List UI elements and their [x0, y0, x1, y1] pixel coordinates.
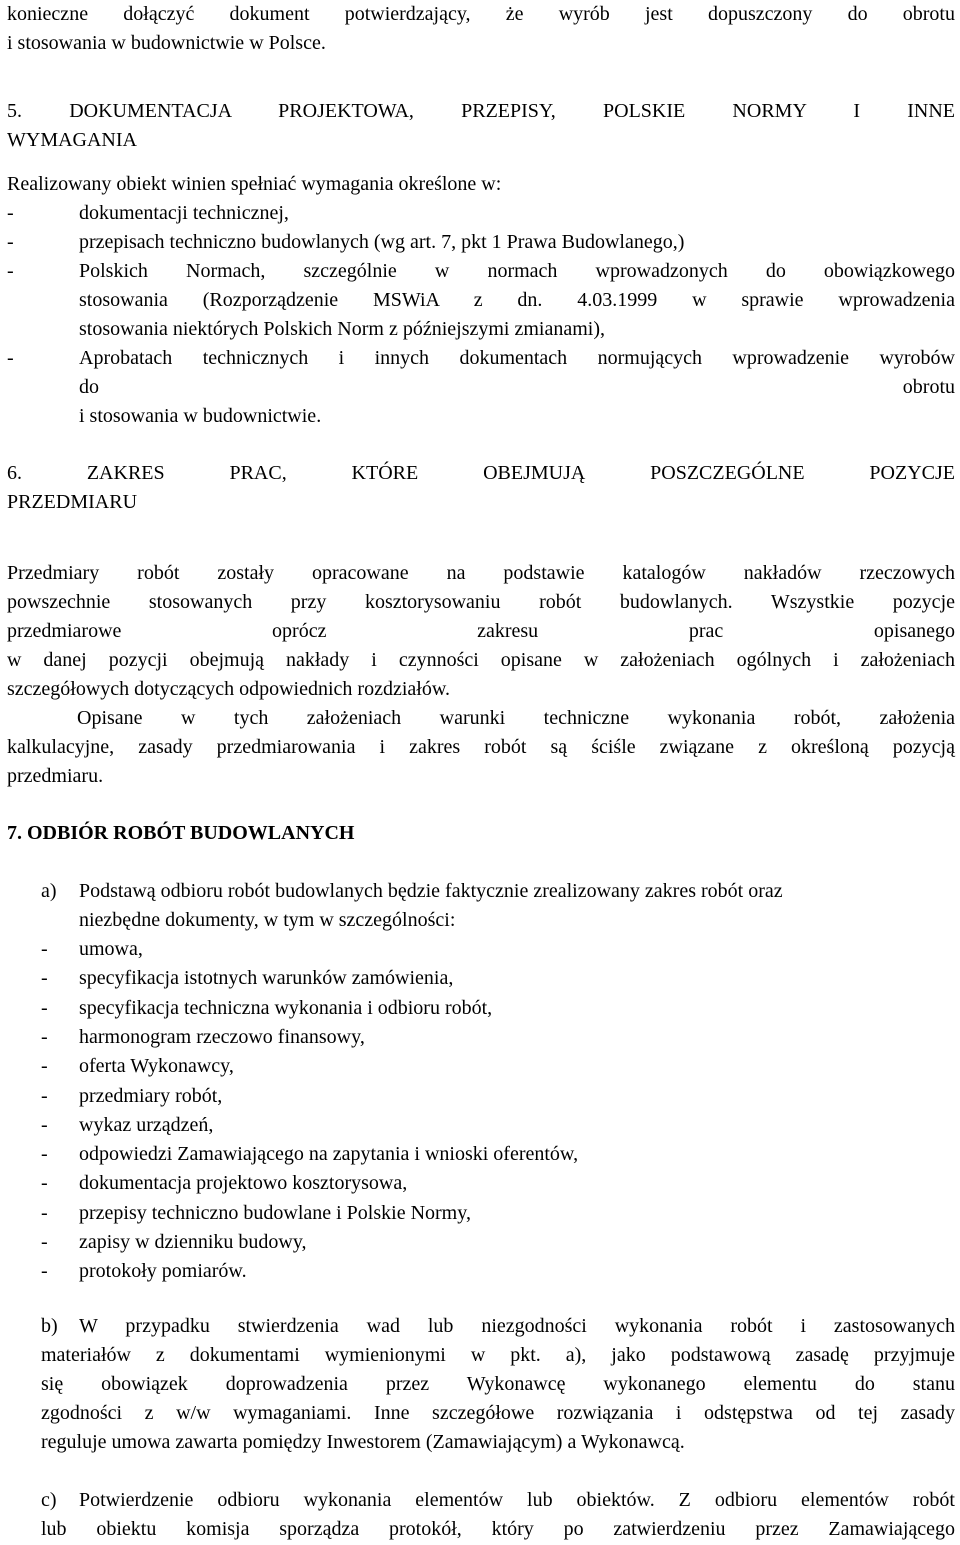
- paragraph-line: kalkulacyjne, zasady przedmiarowania i zakres robót są ściśle związane z określoną pozycją: [7, 736, 955, 758]
- list-dash: -: [41, 1055, 48, 1077]
- list-item-text-cont: i stosowania w budownictwie.: [79, 405, 322, 427]
- list-item-text: odpowiedzi Zamawiającego na zapytania i wnioski oferentów,: [79, 1143, 579, 1165]
- list-item: [41, 1082, 955, 1111]
- list-item: [7, 257, 955, 286]
- paragraph-line: Przedmiary robót zostały opracowane na podstawie katalogów nakładów rzeczowych: [7, 562, 955, 584]
- list-item: [41, 935, 955, 964]
- section-5-heading: 5. DOKUMENTACJA PROJEKTOWA, PRZEPISY, POLSKIE NORMY I INNE: [7, 100, 955, 122]
- list-item: [41, 994, 955, 1023]
- list-item: [41, 1257, 955, 1286]
- list-item-text: przepisy techniczno budowlane i Polskie Normy,: [79, 1202, 471, 1224]
- list-item-text: przepisach techniczno budowlanych (wg art. 7, pkt 1 Prawa Budowlanego,): [79, 231, 685, 253]
- list-item-text: Aprobatach technicznych i innych dokumentach normujących wprowadzenie wyrobów: [79, 347, 955, 369]
- list-item: [41, 1140, 955, 1169]
- list-dash: -: [41, 1231, 48, 1253]
- list-dash: -: [7, 347, 14, 369]
- list-dash: -: [41, 1202, 48, 1224]
- list-item-text-cont: stosowania niektórych Polskich Norm z późniejszymi zmianami),: [79, 318, 605, 340]
- list-dash: -: [41, 1172, 48, 1194]
- list-item-text: zapisy w dzienniku budowy,: [79, 1231, 307, 1253]
- item-b-text: W przypadku stwierdzenia wad lub niezgodności wykonania robót i zastosowanych: [79, 1315, 955, 1337]
- section-6-heading: 6. ZAKRES PRAC, KTÓRE OBEJMUJĄ POSZCZEGÓLNE POZYCJE: [7, 462, 955, 484]
- list-item-text: specyfikacja istotnych warunków zamówienia,: [79, 967, 454, 989]
- list-dash: -: [41, 1026, 48, 1048]
- list-item-text: protokoły pomiarów.: [79, 1260, 247, 1282]
- section-6-heading-cont: PRZEDMIARU: [7, 491, 138, 513]
- list-item-text: dokumentacji technicznej,: [79, 202, 289, 224]
- list-item-text: Polskich Normach, szczególnie w normach wprowadzonych do obowiązkowego: [79, 260, 955, 282]
- list-item-text-cont: stosowania (Rozporządzenie MSWiA z dn. 4.03.1999 w sprawie wprowadzenia: [79, 289, 955, 311]
- item-c-text: Potwierdzenie odbioru wykonania elementów lub obiektów. Z odbioru elementów robót: [79, 1489, 955, 1511]
- item-a-text-cont: niezbędne dokumenty, w tym w szczególności:: [79, 909, 456, 931]
- list-item: [41, 1052, 955, 1081]
- paragraph-line: powszechnie stosowanych przy kosztorysowaniu robót budowlanych. Wszystkie pozycje: [7, 591, 955, 613]
- list-dash: -: [7, 231, 14, 253]
- list-dash: -: [41, 1085, 48, 1107]
- section-5-heading-cont: WYMAGANIA: [7, 129, 137, 151]
- list-item-text: specyfikacja techniczna wykonania i odbioru robót,: [79, 997, 493, 1019]
- list-item: [41, 1111, 955, 1140]
- list-item-text-cont: do obrotu: [79, 376, 955, 398]
- item-a-text: Podstawą odbioru robót budowlanych będzie faktycznie zrealizowany zakres robót oraz: [79, 880, 783, 902]
- paragraph-line: przedmiarowe oprócz zakresu prac opisanego: [7, 620, 955, 642]
- item-a-label: a): [41, 880, 57, 902]
- list-item: [7, 228, 955, 257]
- paragraph-line: przedmiaru.: [7, 765, 104, 787]
- section-5-lead: Realizowany obiekt winien spełniać wymagania określone w:: [7, 173, 502, 195]
- list-dash: -: [41, 1260, 48, 1282]
- paragraph-line: szczegółowych dotyczących odpowiednich rozdziałów.: [7, 678, 450, 700]
- paragraph-line: Opisane w tych założeniach warunki techniczne wykonania robót, założenia: [77, 707, 955, 729]
- list-dash: -: [41, 938, 48, 960]
- section-7-heading: 7. ODBIÓR ROBÓT BUDOWLANYCH: [7, 822, 355, 844]
- list-dash: -: [41, 997, 48, 1019]
- list-item: [41, 1023, 955, 1052]
- item-b-text-cont: reguluje umowa zawarta pomiędzy Inwestorem (Zamawiającym) a Wykonawcą.: [41, 1431, 685, 1453]
- list-dash: -: [41, 967, 48, 989]
- list-dash: -: [7, 202, 14, 224]
- list-item: [41, 964, 955, 993]
- list-item: [41, 1228, 955, 1257]
- item-c-label: c): [41, 1489, 57, 1511]
- item-b-text-cont: materiałów z dokumentami wymienionymi w pkt. a), jako podstawową zasadę przyjmuje: [41, 1344, 955, 1366]
- list-item-text: dokumentacja projektowo kosztorysowa,: [79, 1172, 408, 1194]
- list-item-text: wykaz urządzeń,: [79, 1114, 214, 1136]
- paragraph-line: w danej pozycji obejmują nakłady i czynności opisane w założeniach ogólnych i założeniach: [7, 649, 955, 671]
- list-item: [41, 1199, 955, 1228]
- list-item: [41, 1169, 955, 1198]
- item-b-text-cont: zgodności z w/w wymaganiami. Inne szczegółowe rozwiązania i odstępstwa od tej zasady: [41, 1402, 955, 1424]
- item-c-text-cont: lub obiektu komisja sporządza protokół, który po zatwierdzeniu przez Zamawiającego: [41, 1518, 955, 1540]
- item-b-text-cont: się obowiązek doprowadzenia przez Wykonawcę wykonanego elementu do stanu: [41, 1373, 955, 1395]
- list-item-text: harmonogram rzeczowo finansowy,: [79, 1026, 365, 1048]
- list-dash: -: [41, 1114, 48, 1136]
- list-item: [7, 344, 955, 373]
- list-item-text: umowa,: [79, 938, 143, 960]
- list-item: [7, 199, 955, 228]
- list-dash: -: [41, 1143, 48, 1165]
- intro-line: konieczne dołączyć dokument potwierdzający, że wyrób jest dopuszczony do obrotu: [7, 3, 955, 25]
- intro-line: i stosowania w budownictwie w Polsce.: [7, 32, 326, 54]
- list-item-text: oferta Wykonawcy,: [79, 1055, 234, 1077]
- list-item-text: przedmiary robót,: [79, 1085, 223, 1107]
- list-dash: -: [7, 260, 14, 282]
- item-b-label: b): [41, 1315, 58, 1337]
